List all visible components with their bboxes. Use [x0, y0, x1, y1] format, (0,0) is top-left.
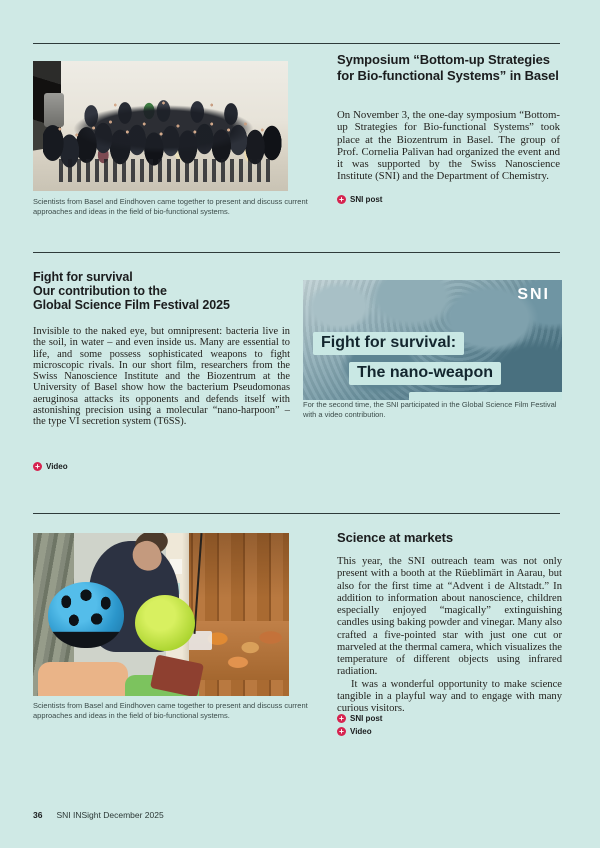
- symposium-sni-post-link[interactable]: [337, 195, 382, 204]
- link-label: SNI post: [350, 714, 383, 723]
- symposium-group-photo: [33, 61, 288, 191]
- markets-video-link[interactable]: [337, 727, 372, 736]
- section-divider: [33, 252, 560, 253]
- page-number: 36: [33, 810, 43, 820]
- markets-body-paragraph: It was a wonderful opportunity to make science tangible in a playful way and to engage with many curious visitors.: [337, 678, 562, 714]
- markets-body-paragraph: This year, the SNI outreach team was not only present with a booth at the Rüeblimärt in Aarau, but also for the first time at “Advent i de Altstadt.” In addition to information about nanoscience, children especially enjoyed “magically” extinguishing candles using baking powder and vinegar. Many also crafted a five-pointed star with just one cut or marveled at the thermal camera, which visualizes the temperature of different objects using infrared radiation.: [337, 556, 562, 678]
- publication-title: SNI INSight December 2025: [56, 810, 164, 820]
- section-divider: [33, 43, 560, 44]
- film-overlay-title-line1: Fight for survival:: [313, 332, 464, 355]
- link-label: Video: [350, 727, 372, 736]
- symposium-body: On November 3, the one-day symposium “Bottom-up Strategies for Bio-functional Systems” took place at the Biozentrum in Basel. The group of Prof. Cornelia Palivan had organized the event and it was supported by the Swiss Nanoscience Institute (SNI) and the Department of Chemistry.: [337, 109, 560, 183]
- sni-logo: SNI: [517, 286, 550, 303]
- plus-icon: [337, 727, 346, 736]
- film-still-image: [303, 280, 562, 400]
- heading-line: Global Science Film Festival 2025: [33, 297, 230, 312]
- plus-icon: [337, 714, 346, 723]
- plus-icon: [337, 195, 346, 204]
- symposium-heading: Symposium “Bottom-up Strategies for Bio-functional Systems” in Basel: [337, 52, 559, 83]
- crowd-legs: [59, 159, 276, 182]
- blue-bike-helmet-shape: [48, 582, 124, 648]
- film-festival-heading: [33, 271, 293, 312]
- film-overlay-title-line2: The nano-weapon: [349, 362, 501, 385]
- symposium-photo-caption: Scientists from Basel and Eindhoven came together to present and discuss current approaches and ideas in the field of bio-functional systems.: [33, 197, 308, 216]
- heading-line: Our contribution to the: [33, 283, 167, 298]
- stall-shadow: [179, 533, 289, 598]
- film-video-link[interactable]: [33, 462, 68, 471]
- film-festival-body: Invisible to the naked eye, but omnipresent: bacteria live in the soil, in water – and even inside us. Many are essential to life, and some possess sophisticated weapons to fight microscopic rivals. In our short film, researchers from the Swiss Nanoscience Institute and the Biozentrum at the University of Basel show how the bacterium Pseudomonas aeruginosa attacks its opponents and defends itself with astonishing precision using a molecular “nano-harpoon” – the type VI secretion system (T6SS).: [33, 326, 290, 428]
- markets-sni-post-link[interactable]: [337, 714, 382, 723]
- plus-icon: [33, 462, 42, 471]
- link-label: SNI post: [350, 195, 383, 204]
- markets-body: [337, 556, 562, 715]
- green-beanie-shape: [135, 595, 195, 651]
- film-overlay-clipped-line: [409, 392, 562, 400]
- child-peach-jacket-shape: [38, 662, 128, 696]
- market-photo-caption: Scientists from Basel and Eindhoven came together to present and discuss current approaches and ideas in the field of bio-functional systems.: [33, 701, 308, 720]
- heading-line: Fight for survival: [33, 270, 133, 284]
- film-still-caption: For the second time, the SNI participated in the Global Science Film Festival with a video contribution.: [303, 400, 557, 419]
- page-footer: [33, 810, 164, 820]
- link-label: Video: [46, 462, 68, 471]
- section-divider: [33, 513, 560, 514]
- market-photo: [33, 533, 289, 696]
- markets-heading: Science at markets: [337, 530, 453, 545]
